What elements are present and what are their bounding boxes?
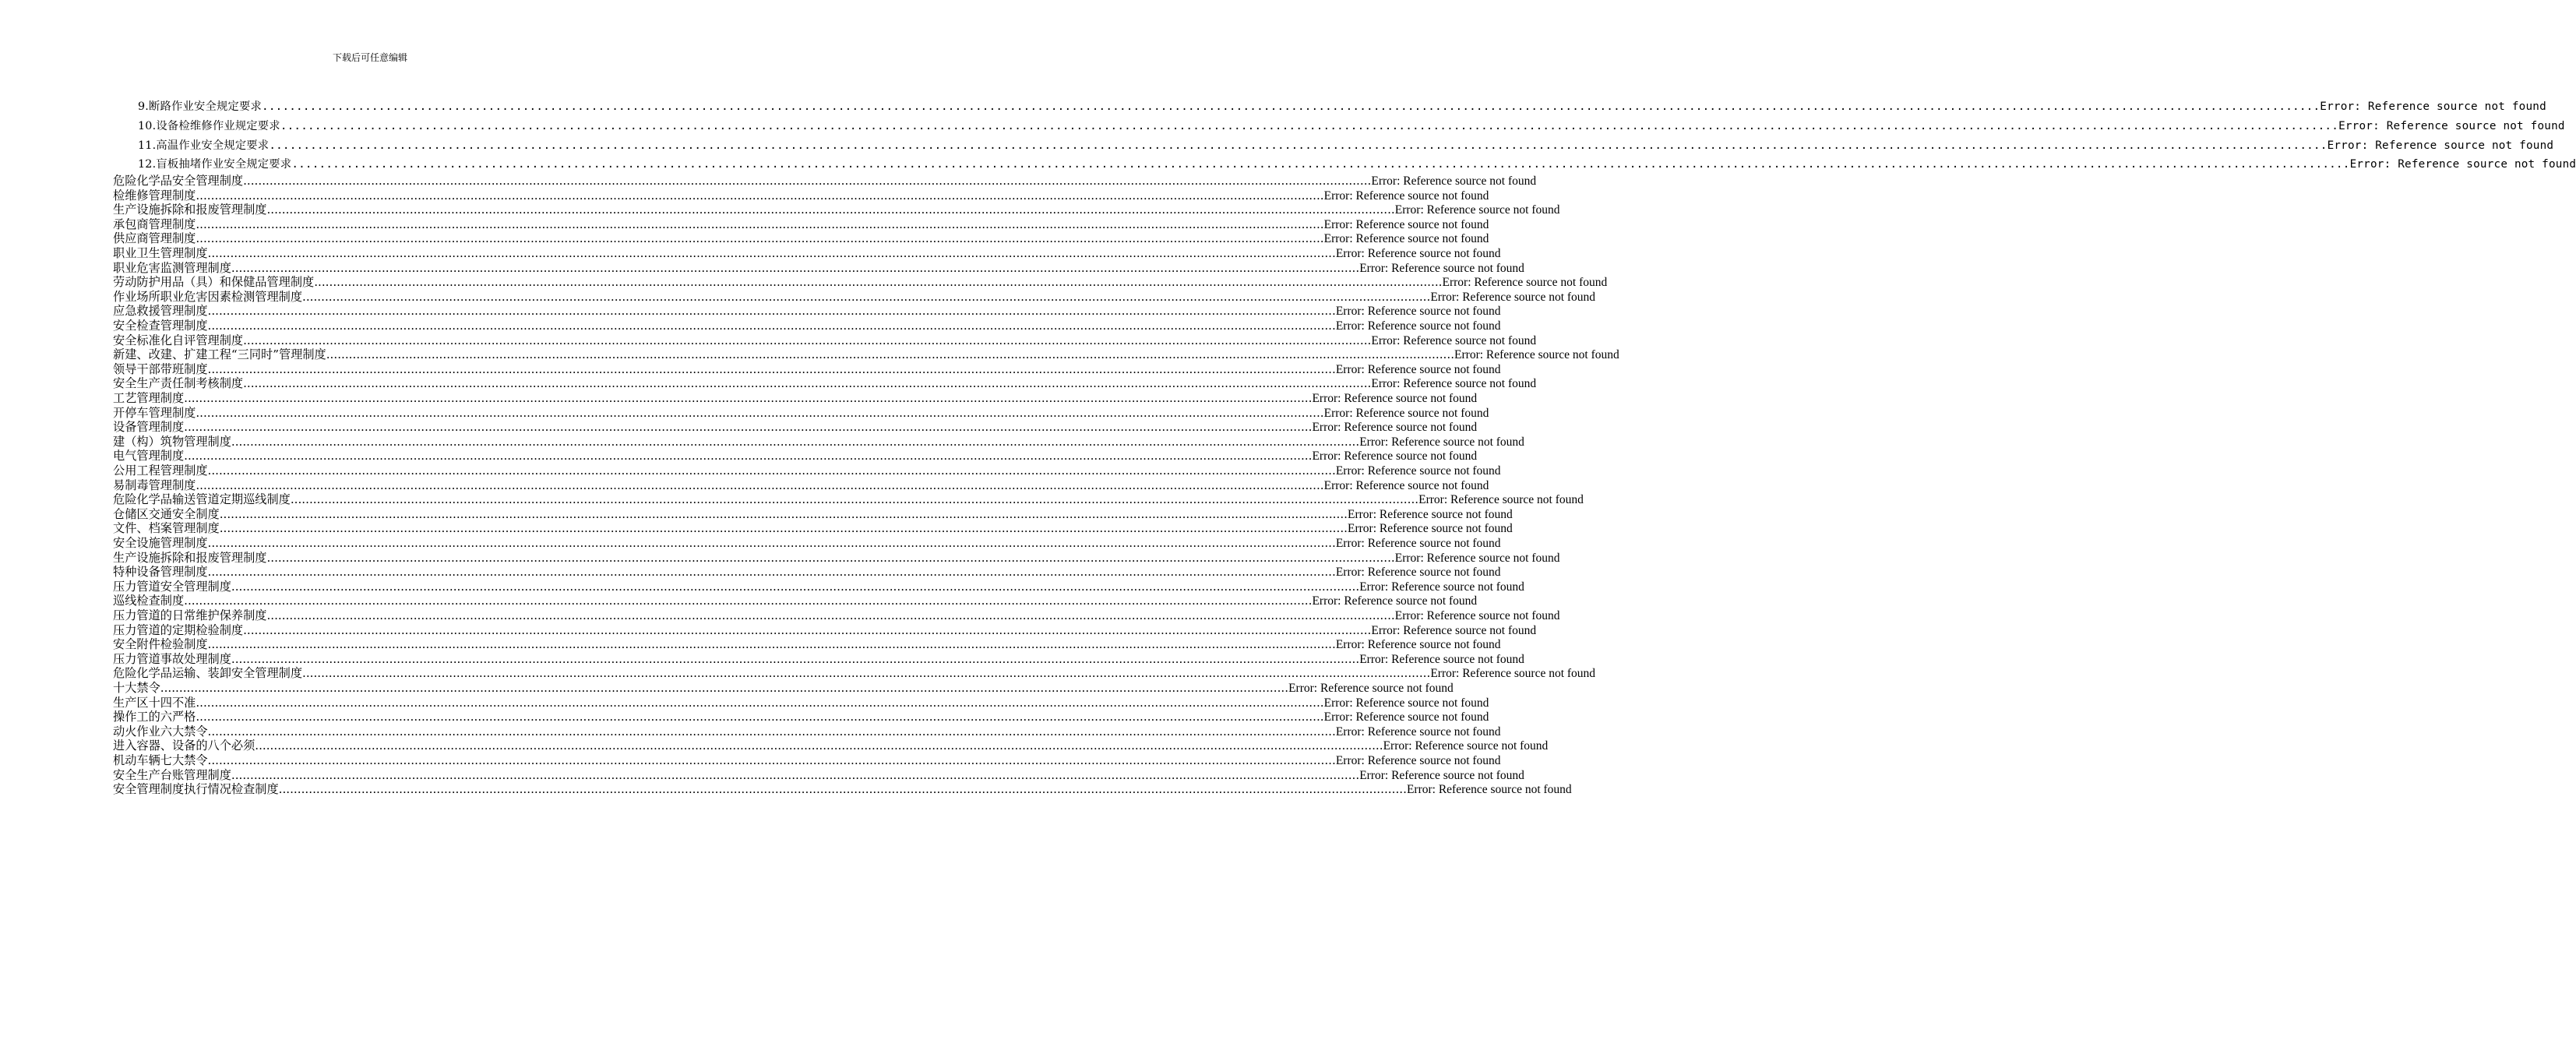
toc-entry[interactable] <box>113 203 1560 217</box>
toc-leader-dots: ............................................................................................................................................................................................................................................................................................................ <box>207 319 1336 333</box>
toc-entry[interactable] <box>113 536 1501 551</box>
toc-leader-dots: ............................................................................................................................................................................................................................................................................................................ <box>196 695 1324 710</box>
toc-entry-title: 生产区十四不准 <box>113 695 196 710</box>
toc-leader-dots: ............................................................................................................................................................................................................................................................................................................ <box>184 594 1313 608</box>
toc-entry-title: 职业危害监测管理制度 <box>113 260 231 275</box>
toc-entry-page: Error: Reference source not found <box>1359 768 1524 782</box>
toc-entry-page: Error: Reference source not found <box>1335 247 1501 260</box>
toc-entry-page: Error: Reference source not found <box>1394 203 1560 217</box>
toc-entry-title: 易制毒管理制度 <box>113 478 196 492</box>
toc-entry-title: 设备管理制度 <box>113 420 185 435</box>
toc-entry-page: Error: Reference source not found <box>1454 348 1619 362</box>
toc-entry-page: Error: Reference source not found <box>1288 682 1454 695</box>
toc-entry[interactable] <box>113 275 1608 290</box>
toc-entry[interactable] <box>113 449 1478 464</box>
toc-entry-title: 职业卫生管理制度 <box>113 246 208 260</box>
toc-entry[interactable] <box>113 188 1489 203</box>
toc-entry-page: Error: Reference source not found <box>1394 551 1560 565</box>
toc-entry-page: Error: Reference source not found <box>1312 449 1478 464</box>
toc-entry-title: 应急救援管理制度 <box>113 304 208 319</box>
toc-entry[interactable] <box>113 767 1524 783</box>
toc-entry[interactable] <box>113 506 1513 522</box>
toc-leader-dots: ............................................................................................................................................................................................................................................................................................................ <box>207 536 1336 550</box>
toc-leader-dots: ............................................................................................................................................................................................................................................................................................................ <box>196 710 1324 724</box>
toc-leader-dots: ............................................................................................................................................................................................................................................................................................................ <box>243 174 1372 188</box>
toc-entry-title: 进入容器、设备的八个必须 <box>113 739 255 753</box>
toc-entry-title: 压力管道的日常维护保养制度 <box>113 608 267 622</box>
toc-entry[interactable] <box>113 434 1524 449</box>
toc-leader-dots: ............................................................................................................................................................................................................................................................................................................ <box>207 724 1336 739</box>
toc-entry-title: 危险化学品运输、装卸安全管理制度 <box>113 666 302 681</box>
toc-entry[interactable] <box>113 260 1524 276</box>
toc-entry-title: 开停车管理制度 <box>113 405 196 420</box>
toc-entry-title: 机动车辆七大禁令 <box>113 753 208 767</box>
toc-leader-dots: ............................................................................................................................................................................................................................................................................................................ <box>207 464 1336 478</box>
toc-leader-dots: ............................................................................................................................................................................................................................................................................................................ <box>196 217 1324 231</box>
toc-entry[interactable] <box>113 405 1489 421</box>
toc-entry-title: 供应商管理制度 <box>113 231 196 246</box>
toc-leader-dots: ............................................................................................................................................................................................................................................................................................................ <box>262 100 2321 113</box>
toc-entry[interactable] <box>113 217 1489 232</box>
toc-leader-dots: ............................................................................................................................................................................................................................................................................................................ <box>326 347 1455 362</box>
toc-entry-title: 危险化学品安全管理制度 <box>113 174 244 188</box>
toc-leader-dots: ............................................................................................................................................................................................................................................................................................................ <box>184 420 1313 435</box>
toc-entry-title: 压力管道安全管理制度 <box>113 579 231 594</box>
toc-leader-dots: ............................................................................................................................................................................................................................................................................................................ <box>207 637 1336 652</box>
toc-entry-page: Error: Reference source not found <box>1335 754 1501 767</box>
toc-entry-title: 作业场所职业危害因素检测管理制度 <box>113 289 302 304</box>
toc-entry-page: Error: Reference source not found <box>1323 232 1489 246</box>
toc-entry-page: Error: Reference source not found <box>1348 507 1513 521</box>
toc-entry-title: 安全生产责任制考核制度 <box>113 376 244 391</box>
toc-entry[interactable] <box>113 246 1501 261</box>
toc-entry-page: Error: Reference source not found <box>1335 319 1501 333</box>
toc-entry[interactable] <box>113 478 1489 493</box>
toc-entry[interactable] <box>113 391 1478 406</box>
toc-leader-dots: ............................................................................................................................................................................................................................................................................................................ <box>278 782 1407 797</box>
toc-leader-dots: ............................................................................................................................................................................................................................................................................................................ <box>231 767 1360 782</box>
toc-entry-title: 仓储区交通安全制度 <box>113 506 220 521</box>
toc-entry[interactable] <box>113 579 1524 594</box>
toc-entry-page: Error: Reference source not found <box>1394 609 1560 622</box>
toc-leader-dots: ............................................................................................................................................................................................................................................................................................................ <box>243 622 1372 637</box>
toc-entry-title: 生产设施拆除和报废管理制度 <box>113 203 267 217</box>
toc-leader-dots: ............................................................................................................................................................................................................................................................................................................ <box>243 333 1372 347</box>
toc-entry[interactable] <box>138 118 2565 135</box>
toc-entry-title: 9.断路作业安全规定要求 <box>138 100 263 113</box>
toc-leader-dots: ............................................................................................................................................................................................................................................................................................................ <box>231 260 1360 275</box>
toc-leader-dots: ............................................................................................................................................................................................................................................................................................................ <box>184 449 1313 464</box>
toc-entry-page: Error: Reference source not found <box>2338 119 2565 132</box>
toc-entry-page: Error: Reference source not found <box>2349 158 2576 171</box>
toc-leader-dots: ............................................................................................................................................................................................................................................................................................................ <box>207 361 1336 376</box>
toc-entry-title: 安全检查管理制度 <box>113 319 208 333</box>
toc-entry-title: 电气管理制度 <box>113 449 185 464</box>
toc-entry-title: 安全设施管理制度 <box>113 536 208 550</box>
toc-entry[interactable] <box>138 156 2576 173</box>
toc-entry-title: 承包商管理制度 <box>113 217 196 231</box>
toc-entry-page: Error: Reference source not found <box>1323 406 1489 420</box>
toc-leader-dots: ............................................................................................................................................................................................................................................................................................................ <box>196 188 1324 203</box>
toc-entry-title: 检维修管理制度 <box>113 188 196 203</box>
toc-entry-page: Error: Reference source not found <box>1335 464 1501 478</box>
toc-entry[interactable] <box>113 637 1501 652</box>
toc-entry-page: Error: Reference source not found <box>1312 421 1478 435</box>
toc-entry[interactable] <box>113 464 1501 478</box>
toc-leader-dots: ............................................................................................................................................................................................................................................................................................................ <box>266 550 1395 565</box>
toc-entry-page: Error: Reference source not found <box>1335 566 1501 580</box>
toc-entry[interactable] <box>113 681 1454 696</box>
toc-entry-page: Error: Reference source not found <box>1359 580 1524 594</box>
toc-entry-page: Error: Reference source not found <box>1371 174 1537 188</box>
toc-leader-dots: ............................................................................................................................................................................................................................................................................................................ <box>231 651 1360 666</box>
toc-entry[interactable] <box>113 753 1501 768</box>
toc-entry-title: 10.设备检维修作业规定要求 <box>138 119 280 132</box>
toc-entry[interactable] <box>113 622 1537 638</box>
toc-leader-dots: ............................................................................................................................................................................................................................................................................................................ <box>207 246 1336 260</box>
toc-entry-title: 安全附件检验制度 <box>113 637 208 652</box>
toc-entry-page: Error: Reference source not found <box>1430 290 1596 304</box>
toc-entry-title: 工艺管理制度 <box>113 391 185 405</box>
toc-entry-page: Error: Reference source not found <box>1323 478 1489 492</box>
toc-entry[interactable] <box>113 420 1478 435</box>
toc-entry-page: Error: Reference source not found <box>1335 305 1501 319</box>
toc-entry-page: Error: Reference source not found <box>2320 100 2546 113</box>
toc-entry-title: 动火作业六大禁令 <box>113 724 208 739</box>
page-header: 下载后可任意编辑 <box>332 52 407 63</box>
toc-entry[interactable] <box>113 550 1560 566</box>
toc-entry-page: Error: Reference source not found <box>1335 724 1501 739</box>
toc-entry-page: Error: Reference source not found <box>1359 261 1524 275</box>
toc-leader-dots: ............................................................................................................................................................................................................................................................................................................ <box>266 608 1395 622</box>
toc-entry[interactable] <box>113 666 1596 681</box>
toc-entry-title: 压力管道事故处理制度 <box>113 651 231 666</box>
toc-entry[interactable] <box>113 347 1619 362</box>
toc-leader-dots: ............................................................................................................................................................................................................................................................................................................ <box>302 289 1431 304</box>
toc-entry[interactable] <box>113 319 1501 333</box>
toc-leader-dots: ............................................................................................................................................................................................................................................................................................................ <box>196 231 1324 246</box>
toc-entry-title: 巡线检查制度 <box>113 594 185 608</box>
toc-entry[interactable] <box>113 724 1501 739</box>
toc-entry[interactable] <box>113 376 1537 391</box>
toc-entry[interactable] <box>113 492 1584 507</box>
toc-entry[interactable] <box>113 521 1513 536</box>
toc-entry-page: Error: Reference source not found <box>1335 638 1501 652</box>
toc-entry-title: 建（构）筑物管理制度 <box>113 434 231 449</box>
toc-entry[interactable] <box>113 304 1501 319</box>
toc-leader-dots: ............................................................................................................................................................................................................................................................................................................ <box>231 434 1360 449</box>
toc-leader-dots: ............................................................................................................................................................................................................................................................................................................ <box>196 405 1324 420</box>
toc-entry-page: Error: Reference source not found <box>1323 696 1489 710</box>
toc-leader-dots: ............................................................................................................................................................................................................................................................................................................ <box>207 753 1336 767</box>
toc-entry[interactable] <box>138 137 2554 154</box>
toc-entry-title: 操作工的六严格 <box>113 710 196 724</box>
toc-entry-page: Error: Reference source not found <box>1383 739 1549 753</box>
toc-entry-title: 安全生产台账管理制度 <box>113 767 231 782</box>
toc-entry-page: Error: Reference source not found <box>1371 333 1537 347</box>
toc-entry[interactable] <box>113 333 1537 348</box>
toc-entry-title: 十大禁令 <box>113 681 160 695</box>
toc-entry-page: Error: Reference source not found <box>1430 667 1596 681</box>
toc-entry-page: Error: Reference source not found <box>1406 783 1572 797</box>
toc-leader-dots: ............................................................................................................................................................................................................................................................................................................ <box>291 158 2350 171</box>
toc-entry[interactable] <box>113 361 1501 377</box>
toc-leader-dots: ............................................................................................................................................................................................................................................................................................................ <box>266 203 1395 217</box>
toc-leader-dots: ............................................................................................................................................................................................................................................................................................................ <box>219 521 1348 536</box>
toc-entry-page: Error: Reference source not found <box>1312 392 1478 405</box>
toc-entry-title: 安全管理制度执行情况检查制度 <box>113 782 279 797</box>
toc-leader-dots: ............................................................................................................................................................................................................................................................................................................ <box>269 139 2328 152</box>
toc-entry-title: 特种设备管理制度 <box>113 565 208 580</box>
toc-entry-page: Error: Reference source not found <box>2327 139 2554 152</box>
toc-entry[interactable] <box>113 289 1596 305</box>
toc-leader-dots: ............................................................................................................................................................................................................................................................................................................ <box>290 492 1419 507</box>
toc-leader-dots: ............................................................................................................................................................................................................................................................................................................ <box>280 119 2339 132</box>
toc-entry-page: Error: Reference source not found <box>1323 710 1489 724</box>
toc-entry[interactable] <box>113 782 1572 797</box>
toc-leader-dots: ............................................................................................................................................................................................................................................................................................................ <box>302 666 1431 681</box>
toc-entry-page: Error: Reference source not found <box>1359 652 1524 666</box>
toc-entry-title: 生产设施拆除和报废管理制度 <box>113 550 267 565</box>
toc-entry[interactable] <box>113 231 1489 246</box>
toc-entry-page: Error: Reference source not found <box>1323 189 1489 203</box>
toc-entry[interactable] <box>113 710 1489 724</box>
toc-entry-title: 文件、档案管理制度 <box>113 521 220 536</box>
toc-leader-dots: ............................................................................................................................................................................................................................................................................................................ <box>231 579 1360 594</box>
toc-entry-page: Error: Reference source not found <box>1335 362 1501 376</box>
toc-entry-page: Error: Reference source not found <box>1335 537 1501 550</box>
toc-entry[interactable] <box>138 98 2546 115</box>
toc-entry[interactable] <box>113 608 1560 623</box>
toc-entry-page: Error: Reference source not found <box>1371 623 1537 637</box>
toc-entry-title: 危险化学品输送管道定期巡线制度 <box>113 492 291 507</box>
toc-entry[interactable] <box>113 695 1489 710</box>
toc-entry-title: 安全标准化自评管理制度 <box>113 333 244 347</box>
toc-entry-title: 压力管道的定期检验制度 <box>113 622 244 637</box>
toc-entry[interactable] <box>113 594 1478 608</box>
toc-leader-dots: ............................................................................................................................................................................................................................................................................................................ <box>219 506 1348 521</box>
toc-entry-page: Error: Reference source not found <box>1442 276 1608 290</box>
toc-entry[interactable] <box>113 651 1524 667</box>
toc-entry-title: 公用工程管理制度 <box>113 464 208 478</box>
toc-entry[interactable] <box>113 174 1537 189</box>
toc-entry-title: 劳动防护用品（具）和保健品管理制度 <box>113 275 315 290</box>
toc-entry-title: 新建、改建、扩建工程“三同时”管理制度 <box>113 347 326 362</box>
toc-entry-title: 领导干部带班制度 <box>113 361 208 376</box>
toc-entry-page: Error: Reference source not found <box>1312 594 1478 608</box>
toc-leader-dots: ............................................................................................................................................................................................................................................................................................................ <box>196 478 1324 492</box>
toc-leader-dots: ............................................................................................................................................................................................................................................................................................................ <box>184 391 1313 405</box>
toc-entry-title: 12.盲板抽堵作业安全规定要求 <box>138 158 292 171</box>
toc-entry[interactable] <box>113 739 1549 753</box>
toc-entry-title: 11.高温作业安全规定要求 <box>138 139 270 152</box>
toc-entry-page: Error: Reference source not found <box>1359 435 1524 449</box>
toc-leader-dots: ............................................................................................................................................................................................................................................................................................................ <box>255 739 1383 753</box>
toc-entry-page: Error: Reference source not found <box>1418 493 1584 507</box>
toc-leader-dots: ............................................................................................................................................................................................................................................................................................................ <box>207 565 1336 580</box>
toc-entry[interactable] <box>113 565 1501 580</box>
toc-entry-page: Error: Reference source not found <box>1371 377 1537 391</box>
toc-leader-dots: ............................................................................................................................................................................................................................................................................................................ <box>314 275 1443 290</box>
toc-entry-page: Error: Reference source not found <box>1323 217 1489 231</box>
toc-entry-page: Error: Reference source not found <box>1348 522 1513 536</box>
toc-leader-dots: ............................................................................................................................................................................................................................................................................................................ <box>160 681 1289 695</box>
toc-leader-dots: ............................................................................................................................................................................................................................................................................................................ <box>243 376 1372 391</box>
toc-leader-dots: ............................................................................................................................................................................................................................................................................................................ <box>207 304 1336 319</box>
